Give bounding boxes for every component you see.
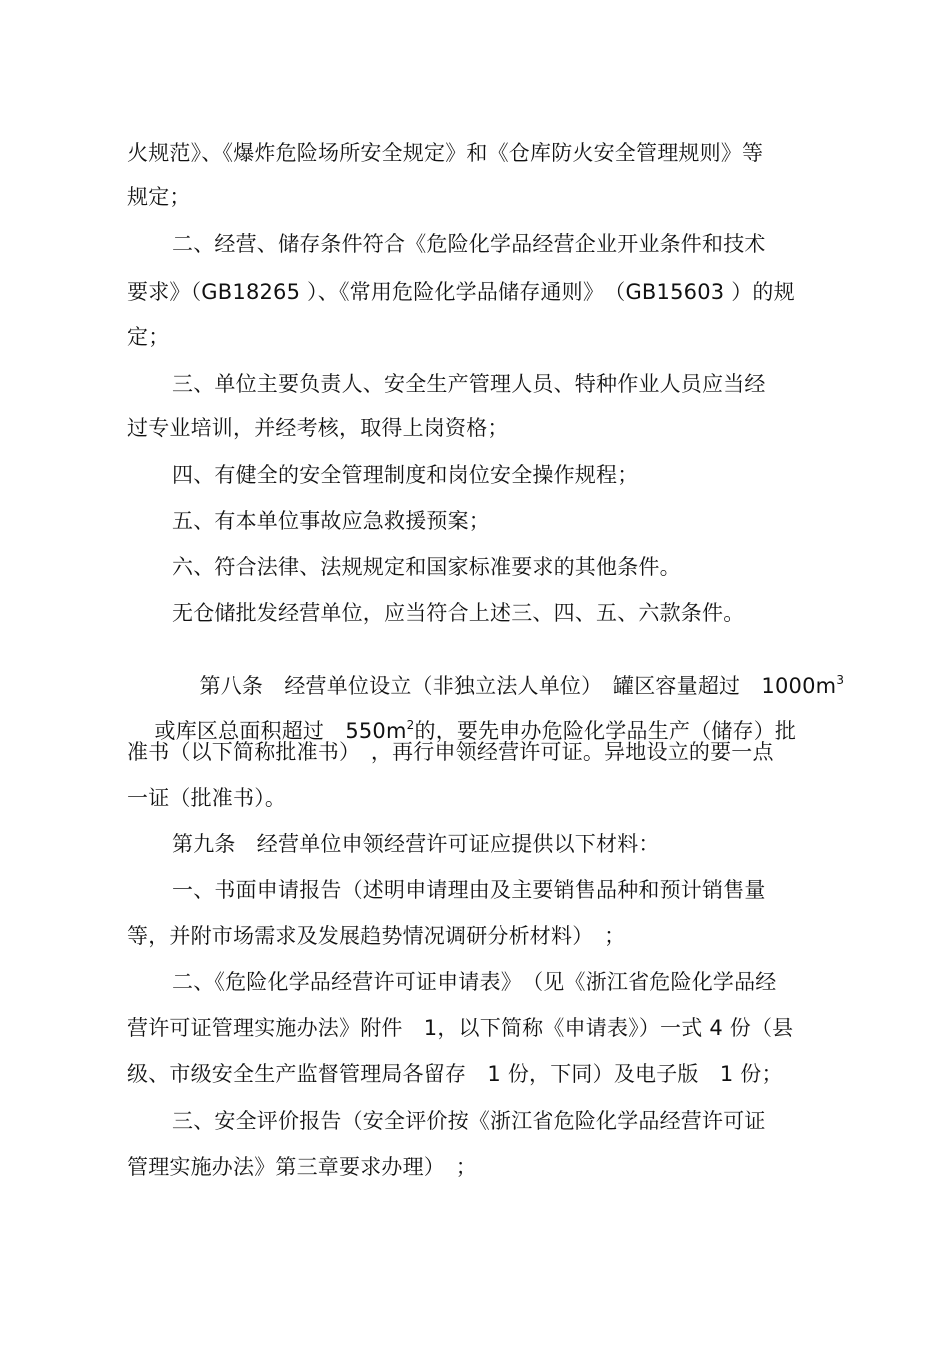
text-line-4: 要求》（GB18265 ）、《常用危险化学品储存通则》 （GB15603 ）的规 — [127, 280, 795, 304]
text-line-10: 六、符合法律、法规规定和国家标准要求的其他条件。 — [172, 555, 681, 579]
text-line-8: 四、有健全的安全管理制度和岗位安全操作规程； — [172, 463, 639, 487]
text-line-1: 火规范》、《爆炸危险场所安全规定》和《仓库防火安全管理规则》等 — [127, 141, 764, 165]
text-line-7: 过专业培训，并经考核，取得上岗资格； — [127, 416, 509, 440]
text-line-21: 级、市级安全生产监督管理局各留存 1 份，下同）及电子版 1 份； — [127, 1062, 783, 1086]
text-line-19: 二、《危险化学品经营许可证申请表》 （见《浙江省危险化学品经 — [172, 970, 777, 994]
article-8-continuation: 的，要先申办危险化学品生产（储存）批 — [414, 719, 797, 743]
article-8-area: 或库区总面积超过 550m — [154, 719, 407, 743]
text-line-3: 二、经营、储存条件符合《危险化学品经营企业开业条件和技术 — [172, 232, 766, 256]
text-line-16: 第九条 经营单位申领经营许可证应提供以下材料： — [172, 832, 660, 856]
text-line-18: 等，并附市场需求及发展趋势情况调研分析材料） ； — [127, 924, 626, 948]
text-line-23: 管理实施办法》第三章要求办理） ； — [127, 1155, 477, 1179]
article-8-intro: 第八条 经营单位设立（非独立法人单位） 罐区容量超过 1000m — [199, 674, 837, 698]
text-line-5: 定； — [127, 325, 170, 349]
text-line-20: 营许可证管理实施办法》附件 1，以下简称《申请表》）一式 4 份（县 — [127, 1016, 794, 1040]
text-line-11: 无仓储批发经营单位，应当符合上述三、四、五、六款条件。 — [172, 601, 745, 625]
text-line-14: 准书（以下简称批准书） ，再行申领经营许可证。异地设立的要一点 — [127, 740, 774, 764]
text-line-15: 一证（批准书）。 — [127, 786, 287, 810]
text-line-17: 一、书面申请报告（述明申请理由及主要销售品种和预计销售量 — [172, 878, 766, 902]
text-line-6: 三、单位主要负责人、安全生产管理人员、特种作业人员应当经 — [172, 372, 766, 396]
superscript-cubic: 3 — [836, 673, 845, 687]
text-line-22: 三、安全评价报告（安全评价按《浙江省危险化学品经营许可证 — [172, 1109, 766, 1133]
text-line-9: 五、有本单位事故应急救援预案； — [172, 509, 490, 533]
text-line-2: 规定； — [127, 185, 191, 209]
superscript-square: 2 — [406, 718, 415, 732]
